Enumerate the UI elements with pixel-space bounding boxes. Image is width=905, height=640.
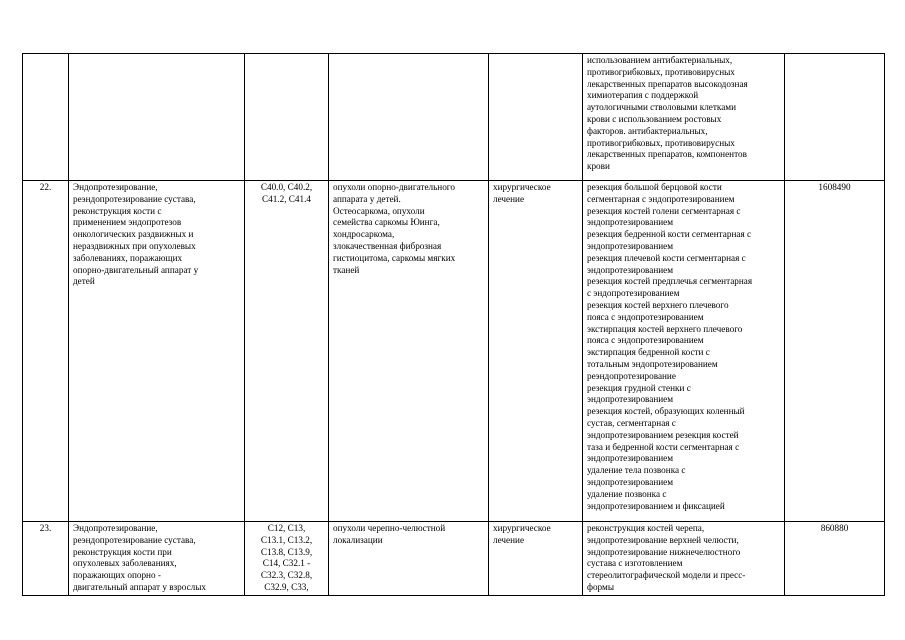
patient-model-cell: опухоли черепно-челюстной локализации <box>329 522 489 596</box>
icd-codes-cell <box>245 54 329 181</box>
price-cell: 1608490 <box>785 181 885 522</box>
price-cell <box>785 54 885 181</box>
treatment-method-cell: использованием антибактериальных, противогрибковых, противовирусных лекарственных препаратов высокодозная химиотерапия с поддержкой аутологичными стволовыми клетками крови с использованием ростовых факторов. антибактериальных, противогрибковых, противовирусных лекарственных препаратов, компонентов крови <box>583 54 785 181</box>
service-name-cell: Эндопротезирование, реэндопротезирование сустава, реконструкция кости с применением эндопротезов онкологических раздвижных и нераздвижных при опухолевых заболеваниях, поражающих опорно-двигательный аппарат у детей <box>69 181 245 522</box>
medical-services-table <box>22 53 885 596</box>
row-number-cell: 22. <box>23 181 69 522</box>
service-name-cell <box>69 54 245 181</box>
table-row <box>23 54 885 181</box>
row-number-cell <box>23 54 69 181</box>
icd-codes-cell: C40.0, C40.2, C41.2, C41.4 <box>245 181 329 522</box>
icd-codes-cell: C12, C13, C13.1, C13.2, C13.8, C13.9, C14, C32.1 - C32.3, C32.8, C32.9, C33, <box>245 522 329 596</box>
patient-model-cell <box>329 54 489 181</box>
treatment-method-cell: резекция большой берцовой кости сегментарная с эндопротезированием резекция костей голени сегментарная с эндопротезированием резекция бедренной кости сегментарная с эндопротезированием резекция плечевой кости сегментарная с эндопротезированием резекция костей предплечья сегментарная с эндопротезированием резекция костей верхнего плечевого пояса с эндопротезированием экстирпация костей верхнего плечевого пояса с эндопротезированием экстирпация бедренной кости с тотальным эндопротезированием реэндопротезирование резекция грудной стенки с эндопротезированием резекция костей, образующих коленный сустав, сегментарная с эндопротезированием резекция костей таза и бедренной кости сегментарная с эндопротезированием удаление тела позвонка с эндопротезированием удаление позвонка с эндопротезированием и фиксацией <box>583 181 785 522</box>
treatment-type-cell: хирургическое лечение <box>489 181 583 522</box>
service-name-cell: Эндопротезирование, реэндопротезирование сустава, реконструкция кости при опухолевых заболеваниях, поражающих опорно - двигательный аппарат у взрослых <box>69 522 245 596</box>
table-row <box>23 181 885 522</box>
treatment-type-cell <box>489 54 583 181</box>
patient-model-cell: опухоли опорно-двигательного аппарата у детей. Остеосаркома, опухоли семейства саркомы Юинга, хондросаркома, злокачественная фиброзная гистиоцитома, саркомы мягких тканей <box>329 181 489 522</box>
price-cell: 860880 <box>785 522 885 596</box>
row-number-cell: 23. <box>23 522 69 596</box>
treatment-method-cell: реконструкция костей черепа, эндопротезирование верхней челюсти, эндопротезирование нижнечелюстного сустава с изготовлением стереолитографической модели и пресс- формы <box>583 522 785 596</box>
table-row <box>23 522 885 596</box>
treatment-type-cell: хирургическое лечение <box>489 522 583 596</box>
